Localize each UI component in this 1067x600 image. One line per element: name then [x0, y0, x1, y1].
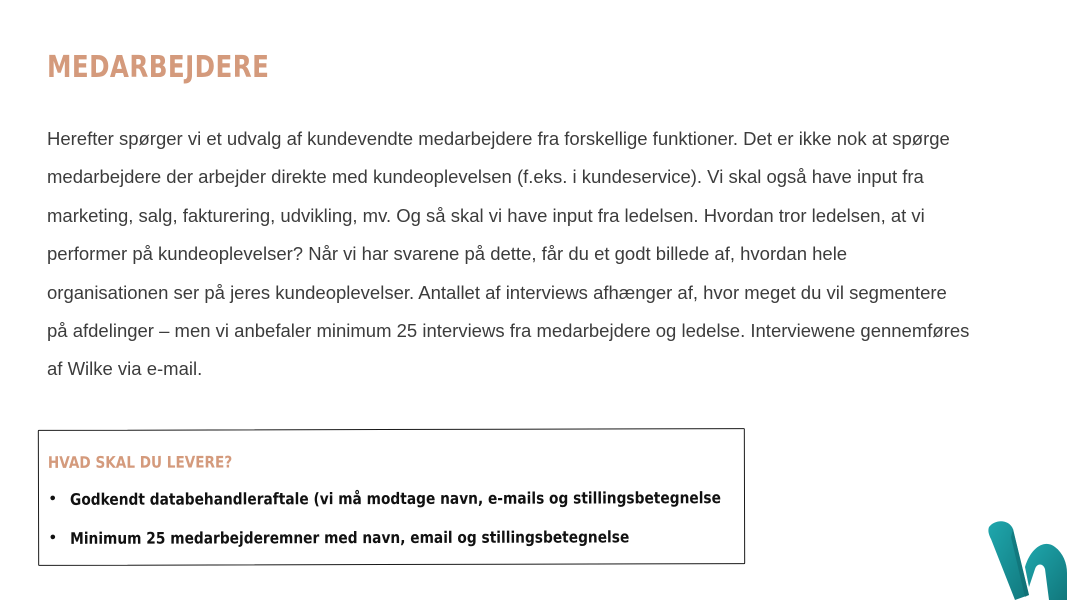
- bullet-icon: •: [48, 527, 58, 547]
- bullet-icon: •: [47, 488, 58, 508]
- deliverables-box: [38, 428, 745, 566]
- logo-stroke-left: [988, 521, 1029, 600]
- wilke-w-logo-icon: [985, 517, 1067, 600]
- deliverables-heading: HVAD SKAL DU LEVERE?: [47, 452, 233, 472]
- deliverable-text: Minimum 25 medarbejderemner med navn, email og stillingsbetegnelse: [70, 527, 630, 548]
- page-title: MEDARBEJDERE: [47, 50, 270, 85]
- body-paragraph: Herefter spørger vi et udvalg af kundevendte medarbejdere fra forskellige funktioner. Det er ikke nok at spørge medarbejdere der arbejder direkte med kundeoplevelsen (f.eks. i kundeservice). Vi skal også have input fra marketing, salg, fakturering, udvikling, mv. Og så skal vi have input fra ledelsen. Hvordan tror ledelsen, at vi performer på kundeoplevelser? Når vi har svarene på dette, får du et godt billede af, hvordan hele organisationen ser på jeres kundeoplevelser. Antallet af interviews afhænger af, hvor meget du vil segmentere på afdelinger – men vi anbefaler minimum 25 interviews fra medarbejdere og ledelse. Interviewene gennemføres af Wilke via e-mail.: [47, 128, 970, 380]
- deliverable-text: Godkendt databehandleraftale (vi må modtage navn, e-mails og stillingsbetegnelse: [69, 488, 721, 509]
- logo-stroke-right: [1025, 544, 1067, 600]
